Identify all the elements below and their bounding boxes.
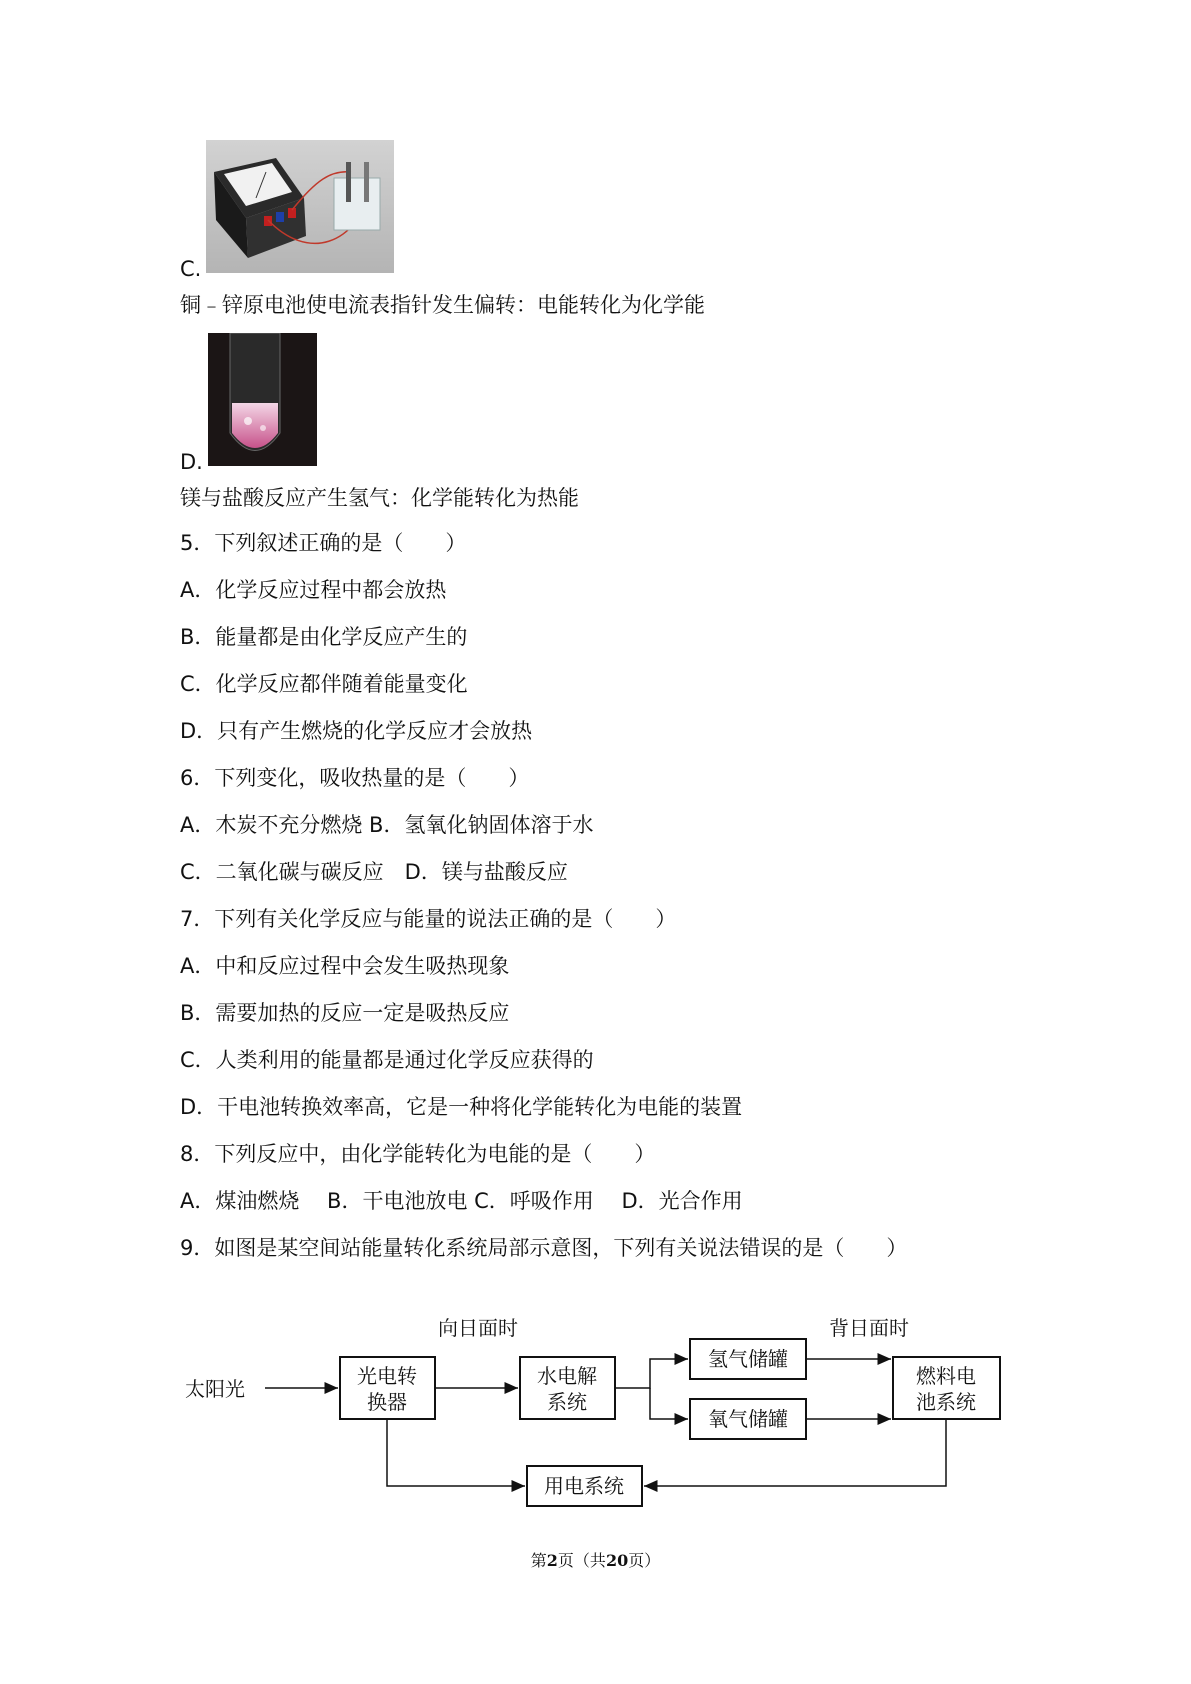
arrow-converter-to-power — [387, 1419, 525, 1486]
option-c-label: C. — [180, 257, 202, 281]
converter-line2: 换器 — [367, 1390, 407, 1414]
question-7-option-b: B．需要加热的反应一定是吸热反应 — [180, 1001, 510, 1025]
question-7-stem: 7．下列有关化学反应与能量的说法正确的是（ ） — [180, 907, 677, 931]
test-tube-photo — [208, 333, 317, 466]
option-d-caption: 镁与盐酸反应产生氢气：化学能转化为热能 — [180, 486, 579, 510]
converter-line1: 光电转 — [357, 1364, 417, 1388]
oxygen-tank-label: 氧气储罐 — [708, 1407, 788, 1431]
question-5-option-b: B．能量都是由化学反应产生的 — [180, 625, 468, 649]
question-7-option-a: A．中和反应过程中会发生吸热现象 — [180, 954, 510, 978]
question-9-stem: 9．如图是某空间站能量转化系统局部示意图，下列有关说法错误的是（ ） — [180, 1236, 908, 1260]
question-6-stem: 6．下列变化，吸收热量的是（ ） — [180, 766, 530, 790]
arrow-electrolysis-to-oxygen — [650, 1388, 688, 1419]
arrow-electrolysis-to-hydrogen — [615, 1359, 688, 1388]
fuel-cell-line2: 池系统 — [916, 1390, 976, 1414]
sunlight-label: 太阳光 — [185, 1377, 245, 1401]
page-middle: 页（共 — [557, 1551, 606, 1570]
page-suffix: 页） — [628, 1551, 661, 1570]
question-6-options-ab: A．木炭不充分燃烧 B．氢氧化钠固体溶于水 — [180, 813, 594, 837]
question-5-option-c: C．化学反应都伴随着能量变化 — [180, 672, 468, 696]
hydrogen-tank-label: 氢气储罐 — [708, 1347, 788, 1371]
question-5-option-a: A．化学反应过程中都会放热 — [180, 578, 447, 602]
page-prefix: 第 — [530, 1551, 547, 1570]
page-number — [0, 1548, 1191, 1571]
question-5-stem: 5．下列叙述正确的是（ ） — [180, 531, 467, 555]
question-7-option-d: D．干电池转换效率高，它是一种将化学能转化为电能的装置 — [180, 1095, 743, 1119]
page-total: 20 — [605, 1551, 629, 1570]
fuel-cell-line1: 燃料电 — [916, 1364, 976, 1388]
electrolysis-line2: 系统 — [547, 1390, 587, 1414]
energy-flow-diagram — [180, 1315, 1030, 1515]
question-7-option-c: C．人类利用的能量都是通过化学反应获得的 — [180, 1048, 594, 1072]
question-8-options: A．煤油燃烧 B．干电池放电 C．呼吸作用 D．光合作用 — [180, 1189, 743, 1213]
electrolysis-line1: 水电解 — [537, 1364, 597, 1388]
day-side-label: 向日面时 — [438, 1316, 518, 1340]
question-6-options-cd: C．二氧化碳与碳反应 D．镁与盐酸反应 — [180, 860, 568, 884]
power-system-label: 用电系统 — [544, 1474, 624, 1498]
night-side-label: 背日面时 — [829, 1316, 909, 1340]
option-c-caption: 铜﹣锌原电池使电流表指针发生偏转：电能转化为化学能 — [180, 293, 705, 317]
question-5-option-d: D．只有产生燃烧的化学反应才会放热 — [180, 719, 533, 743]
question-8-stem: 8．下列反应中，由化学能转化为电能的是（ ） — [180, 1142, 656, 1166]
option-d-label: D. — [180, 450, 203, 474]
galvanometer-photo — [206, 140, 394, 273]
page-current: 2 — [546, 1551, 558, 1570]
